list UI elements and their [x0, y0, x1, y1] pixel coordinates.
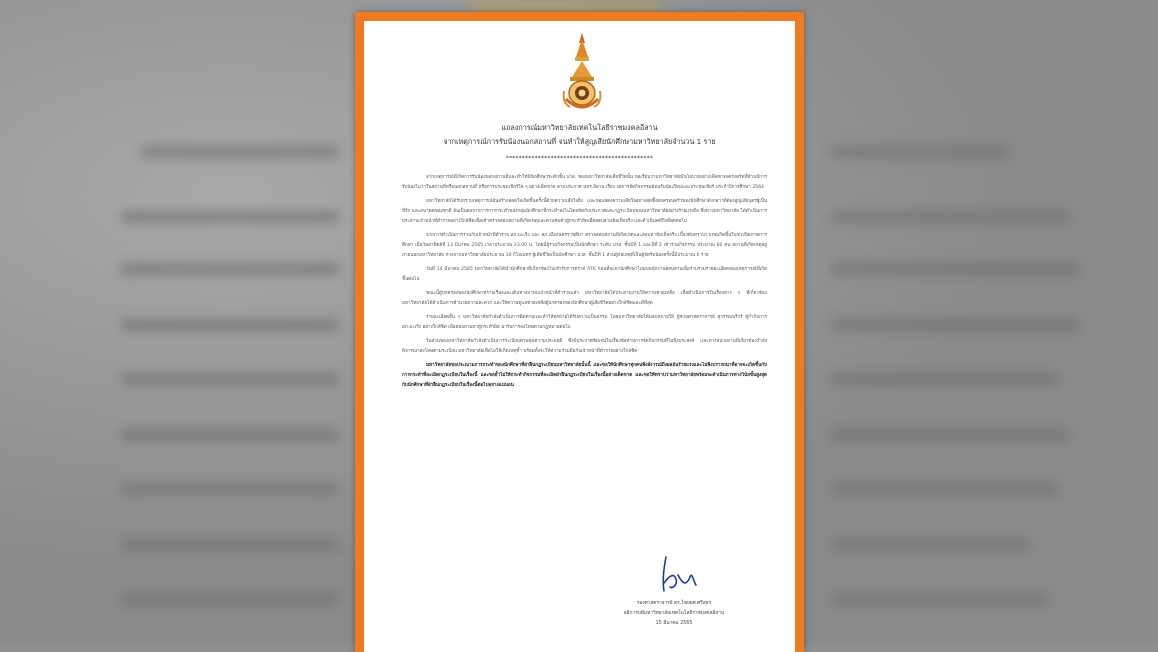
announcement-title: แถลงการณ์มหาวิทยาลัยเทคโนโลยีราชมงคลอีสาน	[501, 123, 658, 132]
announcement-page	[364, 21, 795, 652]
announcement-body	[402, 173, 767, 553]
paragraph: มหาวิทยาลัยได้รับทราบเหตุการณ์อันสร้างสลดใจเกิดขึ้นครั้งนี้ด้วยความเสียใจยิ่ง และขอแสดงความเสียใจอย่างสุดซึ้งต่อครอบครัวของนักศึกษาดังกล่าวที่ต้องสูญเสียบุตรผู้เป็นที่รัก และอนาคตของชาติ อันเป็นผลจากการการกระทำของกลุ่มนักศึกษาที่กระทำลงไปโดยขัดกับประกาศและกฎระเบียบของมหาวิทยาลัยอย่างร้ายแรงยิ่ง ซึ่งทางมหาวิทยาลัย ได้ดำเนินการประสานเจ้าหน้าที่ตำรวจอย่างใกล้ชิดเพื่อเข้าตรวจสอบสถานที่เกิดเหตุและควบคุมตัวผู้กระทำผิดเพื่อสอบสวนข้อเท็จจริง และดำเนินคดีถึงที่สุดต่อไป	[402, 199, 767, 224]
handwritten-signature	[656, 553, 700, 595]
announcement-date: 15 มีนาคม 2565	[655, 621, 693, 626]
paragraph: ขณะนี้ผู้ปกครองของนักศึกษาทราบเรื่องและเดินทางมาพบเจ้าหน้าที่ตำรวจแล้ว มหาวิทยาลัยได้ประสานงานให้ความช่วยเหลือ เพื่อดำเนินการในเรื่องต่าง ๆ ที่เกี่ยวข้อง มหาวิทยาลัยได้ดำเนินการอำนวยความสะดวก และให้ความดูแลช่วยเหลือผู้ปกครองของนักศึกษาผู้เสียชีวิตอย่างใกล้ชิดและดีที่สุด	[402, 291, 767, 306]
document-frame	[355, 12, 804, 652]
paragraph: ในส่วนของมหาวิทยาลัยกำลังดำเนินการระเบียบควบคุมความประพฤติ ซึ่งมีประกาศชัดเจนในเรื่องข้อห้ามการจัดกิจกรรมที่ไม่พึงประสงค์ และทางหน่วยงานที่เกี่ยวข้องกำลังพิจารณาลงโทษตามระเบียบ มหาวิทยาลัยเพื่อไม่ให้เกิดเหตุซ้ำ พร้อมทั้งจะให้ความร่วมมือกับเจ้าหน้าที่ตำรวจอย่างใกล้ชิด	[402, 339, 767, 354]
paragraph: จากเหตุการณ์ที่เกิดการรับน้องนอกสถานที่และทำให้มีนักศึกษาระดับชั้น ปวส. ของมหาวิทยาลัยเสียชีวิตนั้น ขอเรียนว่ามหาวิทยาลัยมีนโยบายอย่างเด็ดขาดเคร่งครัดที่ห้ามมีการรับน้องไม่ว่าในสถานที่หรือนอกสถานที่ หรือการประชุมเชียร์ใด ๆ อย่างเด็ดขาด ตามประกาศ มทร.อีสาน เรื่อง งดการจัดกิจกรรมต้อนรับน้องใหม่และประชุมเชียร์ ประจำปีการศึกษา 2564	[402, 175, 767, 190]
paragraph: จากการดำเนินการร่วมกับเจ้าหน้าที่ตำรวจ สภ.มะเริง และ สภ.เมืองนครราชสีมา ตรวจสอบสถานที่เกิดเหตุและสอบหาข้อเท็จจริง เบื้องต้นทราบว่าเหตุเกิดขึ้นในช่วงปิดภาคการศึกษา เมื่อวันอาทิตย์ที่ 13 มีนาคม 2565 เวลาประมาณ 23.00 น. โดยมีผู้ร่วมกิจกรรมเป็นนักศึกษา ระดับ ปวส. ชั้นปีที่ 1 และปีที่ 2 เข้าร่วมกิจกรรม ประมาณ 60 คน สถานที่เกิดเหตุอยู่ภายนอกมหาวิทยาลัย ห่างจากมหาวิทยาลัยประมาณ 10 กิโลเมตร ผู้เสียชีวิตเป็นนักศึกษา ปวส. ชั้นปีที่ 1 ส่วนผู้ก่อเหตุที่เป็นผู้จัดรับน้องครั้งนี้มีประมาณ 6 ราย	[402, 233, 767, 258]
signature-block	[574, 599, 774, 629]
signatory-name: รองศาสตราจารย์ ดร.ไชยยศ ศรีสุธร	[636, 601, 712, 606]
announcement-subtitle: จากเหตุการณ์การรับน้องนอกสถานที่ จนทำให้สูญเสียนักศึกษามหาวิทยาลัยจำนวน 1 ราย	[443, 137, 716, 146]
paragraph-emphasis: มหาวิทยาลัยขอประณามการกระทำของนักศึกษาที่ฝ่าฝืนกฎระเบียบมหาวิทยาลัยนั้นนี้ และขอให้นักศึกษาทุกคนพึงสังวรณ์ถึงผลอันร้ายแรงและไม่พึงปรารถนาที่อาจจะเกิดขึ้นกับการกระทำที่ละเมิดกฎระเบียบในเรื่องนี้ และขอย้ำไม่ให้กระทำกิจกรรมที่ละเมิดฝ่าฝืนกฎระเบียบในเรื่องนี้อย่างเด็ดขาด และขอให้ทราบว่ามหาวิทยาลัยพร้อมจะดำเนินการทางวินัยขั้นสูงสุดกับนักศึกษาที่ฝ่าฝืนกฎระเบียบในเรื่องนี้ต่อไปอย่างแน่นอน	[402, 363, 767, 388]
signatory-title: อธิการบดีมหาวิทยาลัยเทคโนโลยีราชมงคลอีสาน	[623, 611, 725, 616]
university-emblem-icon	[560, 33, 604, 115]
separator-line: **********************************************	[505, 155, 654, 162]
paragraph: รายละเอียดอื่น ๆ มหาวิทยาลัยกำลังดำเนินการติดตามและทำให้ทุกฝ่ายได้รับความเป็นธรรม โดยมหาวิทยาลัยได้มอบหมายให้ ผู้ช่วยศาสตราจารย์ สุวรรณพรีวร์ ผู้กำกับการ สภ.มะเริง อย่างใกล้ชิด เพื่อสอบสวนหาผู้กระทำผิด มารับการลงโทษตามกฎหมายต่อไป	[402, 315, 767, 330]
paragraph: วันที่ 14 มีนาคม 2565 มหาวิทยาลัยได้นำนักศึกษาที่เกี่ยวข้องไปเข้ารับการตรวจ ATK ก่อนที่จะพานักศึกษาไปพบพนักงานสอบสวนเพื่อรวบรวมรายละเอียดของเหตุการณ์ที่เกิดขึ้นต่อไป	[402, 267, 767, 282]
